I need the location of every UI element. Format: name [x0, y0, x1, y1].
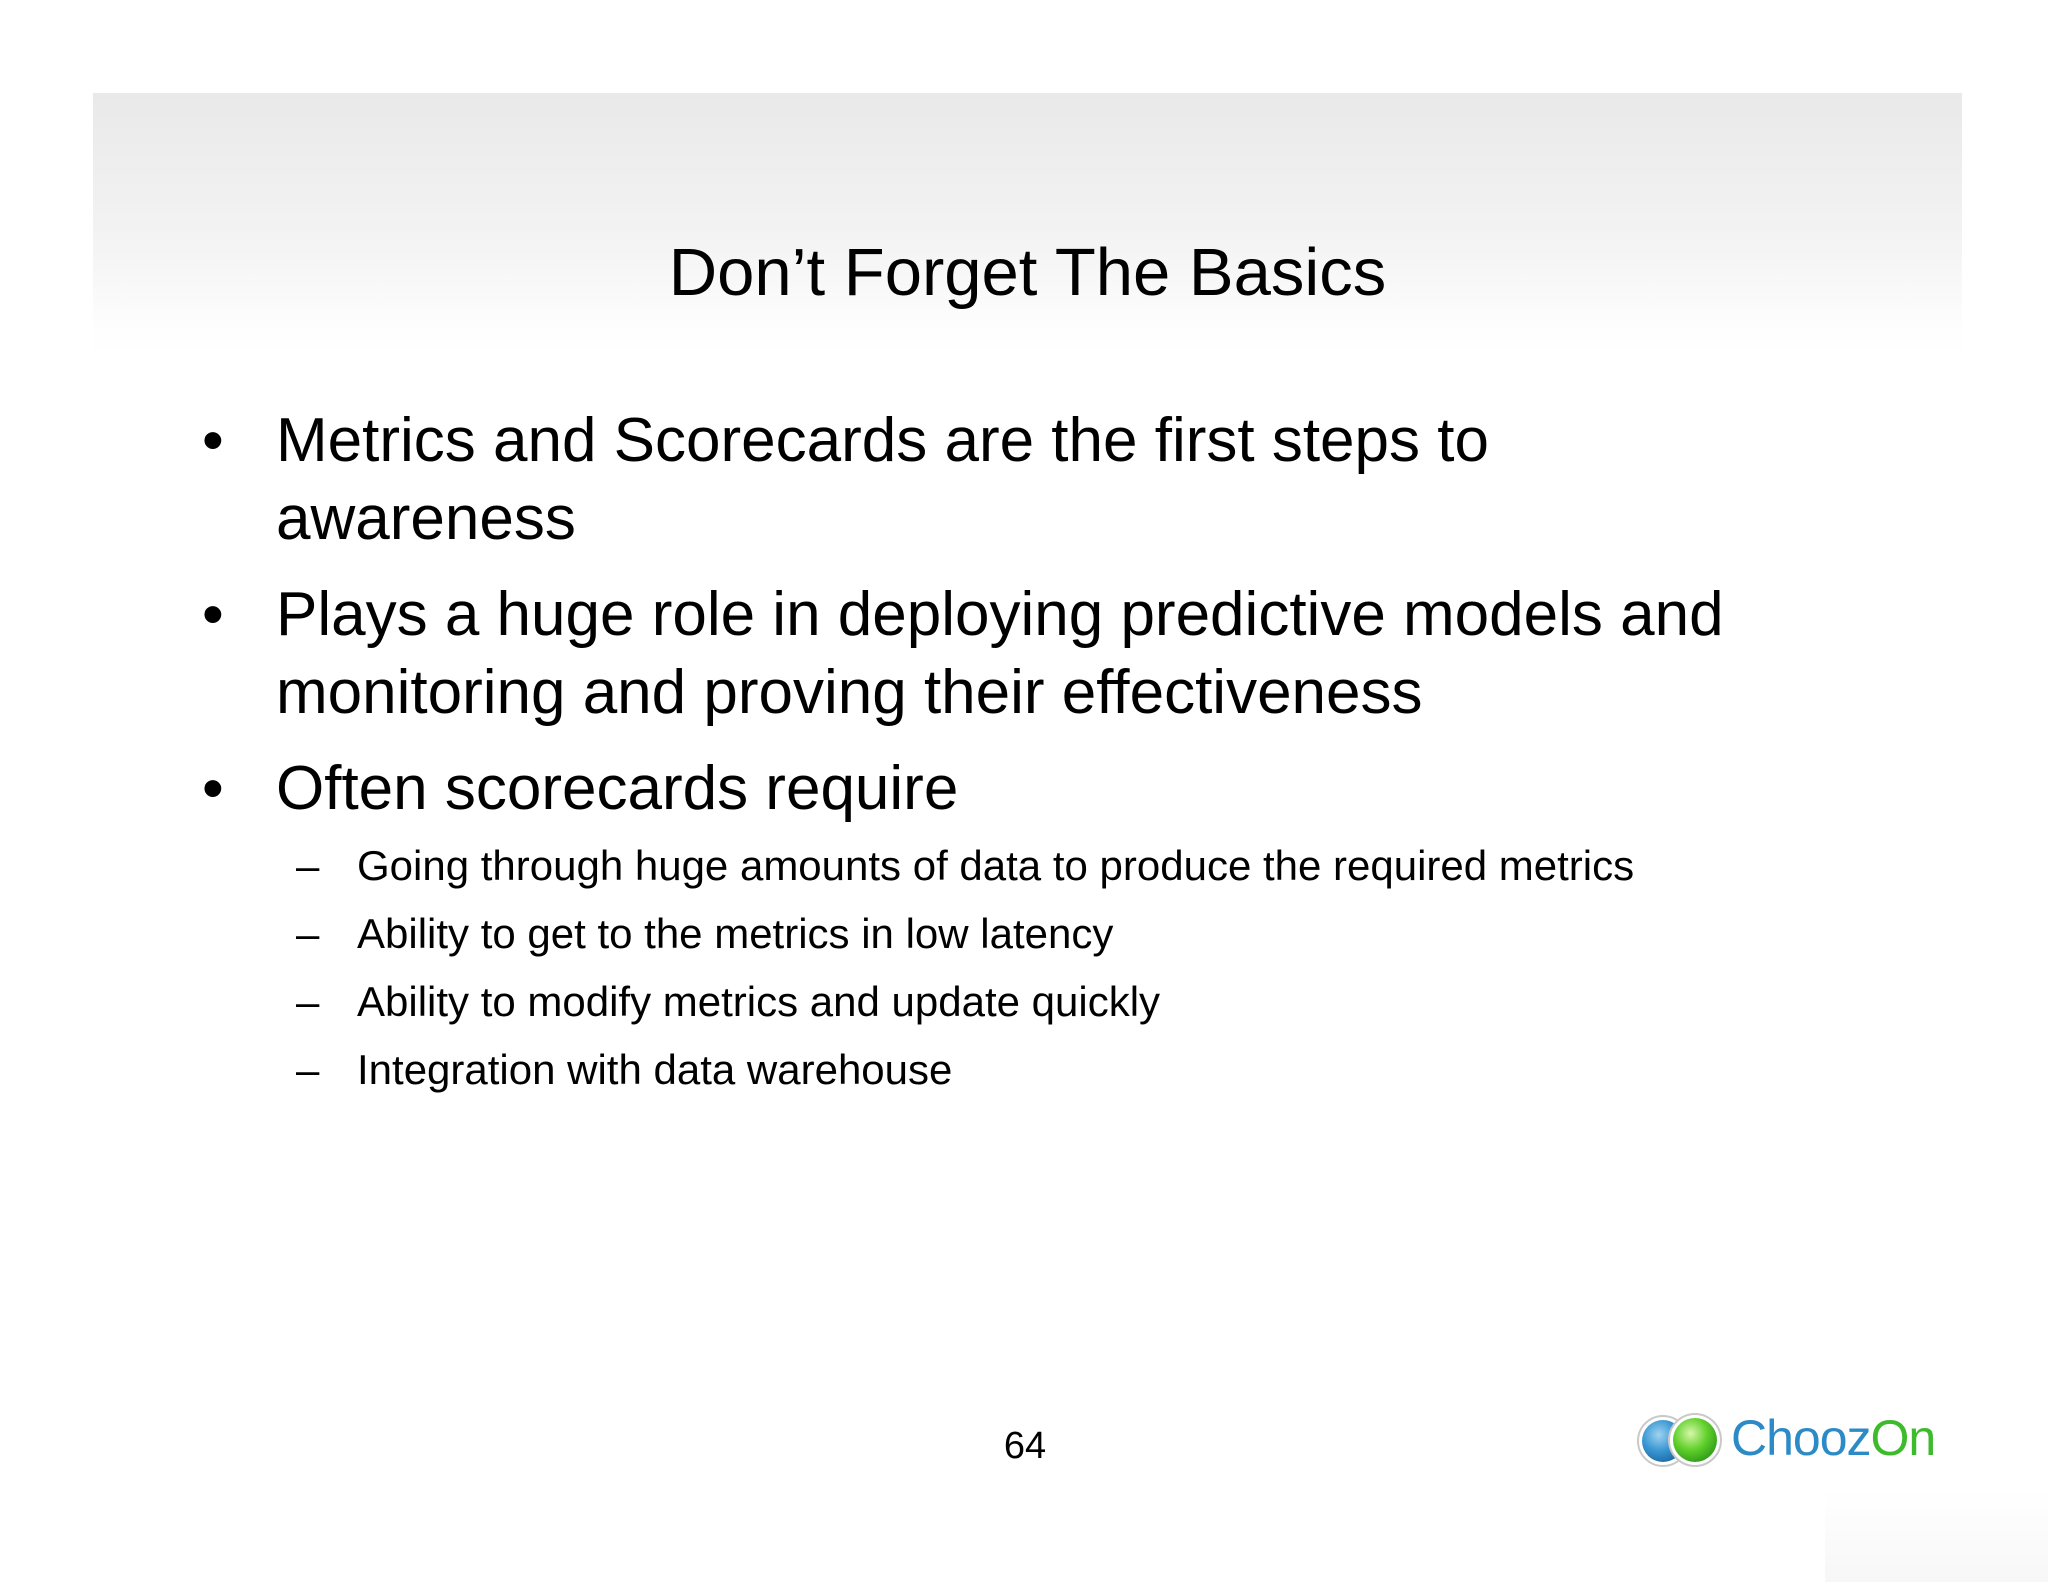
choozon-logo	[1635, 1405, 1935, 1475]
bullet-1-line-1: Metrics and Scorecards are the first steps to	[276, 406, 1489, 475]
bullet-marker: •	[202, 754, 224, 823]
sub-bullet-1: Going through huge amounts of data to produce the required metrics	[357, 842, 1635, 889]
sub-bullet-4: Integration with data warehouse	[357, 1046, 953, 1093]
logo-wordmark	[1731, 1407, 1935, 1469]
sub-bullet-3: Ability to modify metrics and update quickly	[357, 978, 1161, 1025]
bullet-2-line-2: monitoring and proving their effectiveness	[276, 658, 1423, 727]
slide-title: Don’t Forget The Basics	[668, 235, 1387, 310]
sub-bullet-marker: –	[296, 1046, 320, 1093]
logo-circles-icon	[1635, 1413, 1731, 1469]
sub-bullet-marker: –	[296, 910, 320, 957]
sub-bullet-marker: –	[296, 842, 320, 889]
sub-bullet-2: Ability to get to the metrics in low latency	[357, 910, 1114, 957]
bullet-3-line-1: Often scorecards require	[276, 754, 959, 823]
bullet-1-line-2: awareness	[276, 484, 576, 553]
page-number: 64	[1003, 1425, 1047, 1467]
sub-bullet-marker: –	[296, 978, 320, 1025]
logo-wordmark-on: On	[1870, 1410, 1936, 1466]
bullet-marker: •	[202, 406, 224, 475]
bullet-2-line-1: Plays a huge role in deploying predictive models and	[276, 580, 1724, 649]
corner-shade	[1825, 1490, 2048, 1582]
logo-wordmark-chooz: Chooz	[1731, 1410, 1871, 1466]
bullet-marker: •	[202, 580, 224, 649]
